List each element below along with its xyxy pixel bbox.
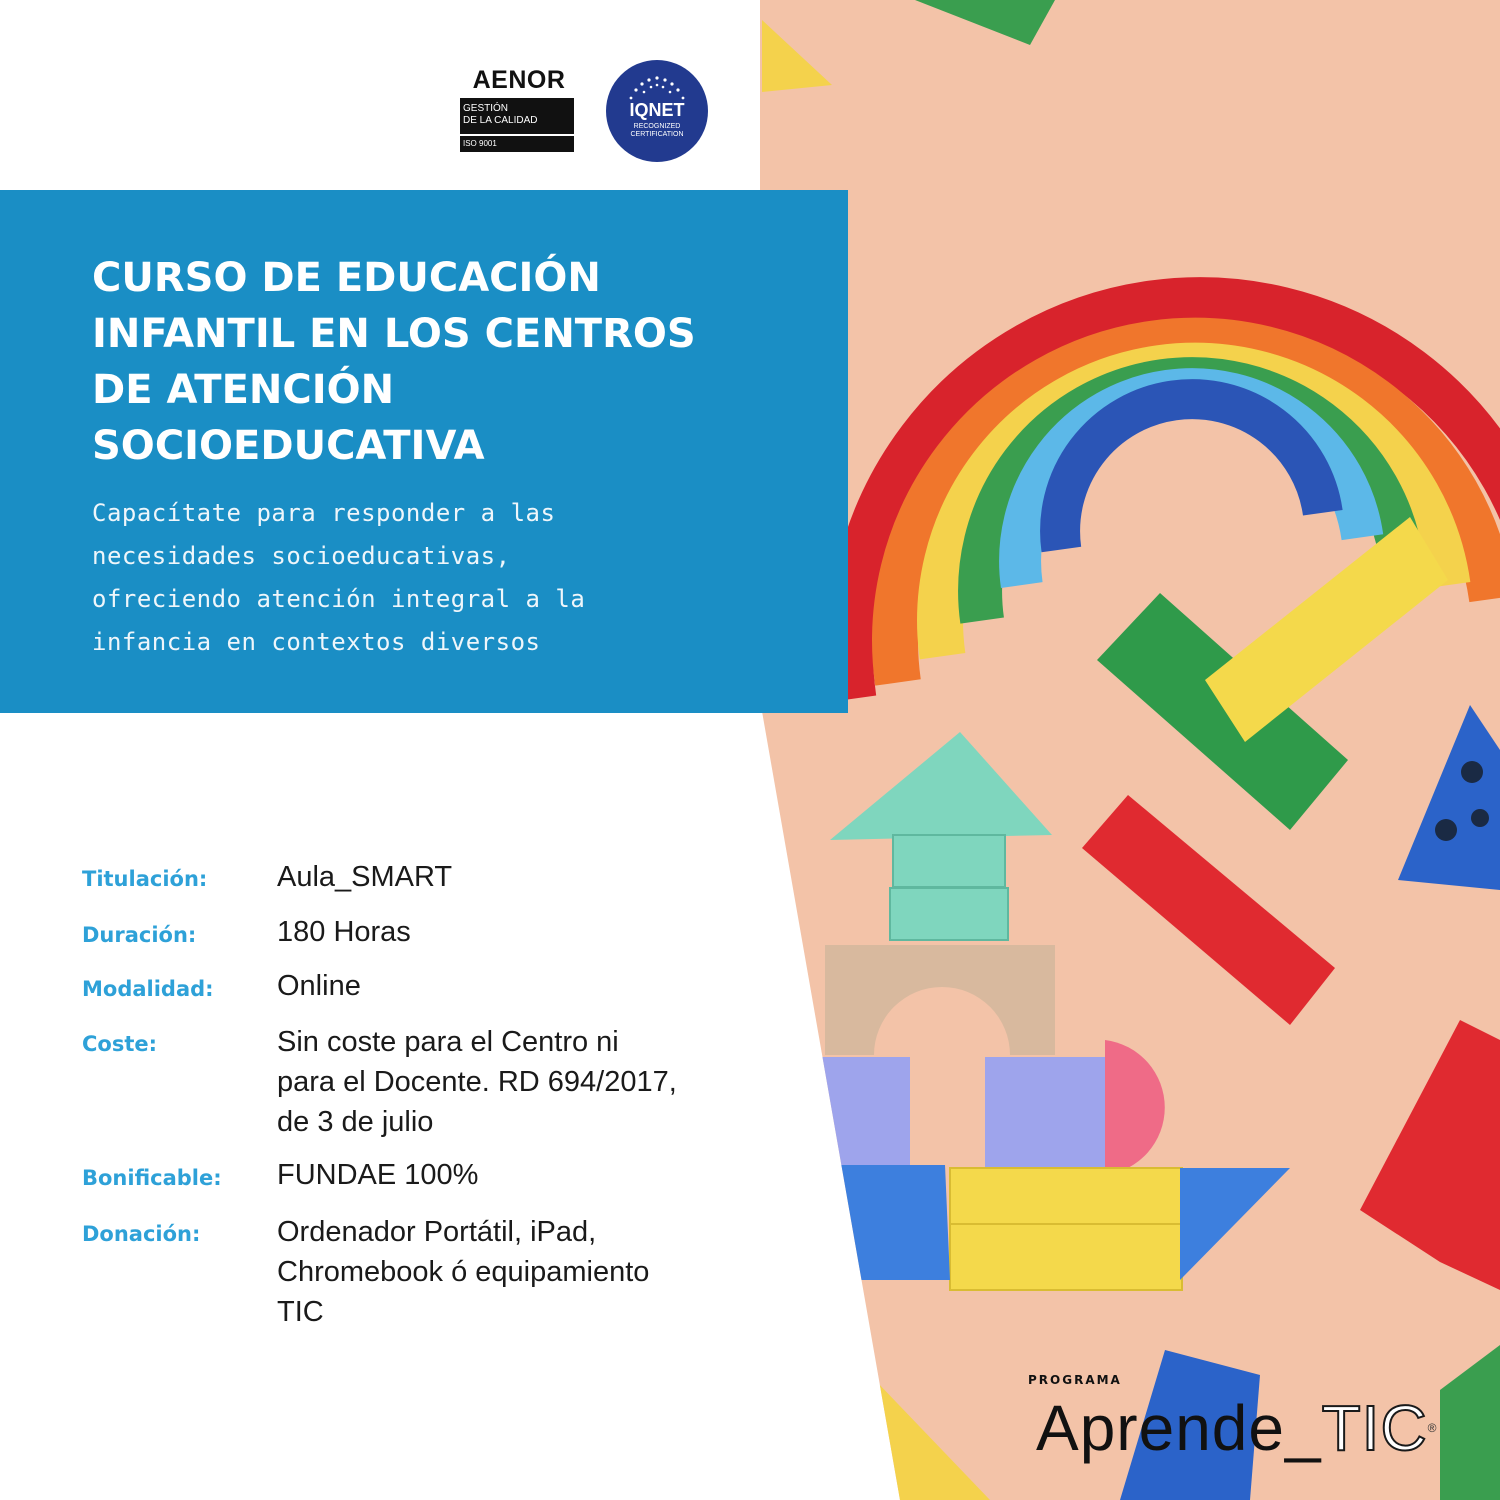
aenor-quality-box [460,98,574,134]
info-value-coste [277,1022,717,1142]
info-label-titulacion: Titulación: [82,867,208,891]
info-label-coste: Coste: [82,1032,158,1056]
registered-mark: ® [1427,1421,1438,1435]
course-title-line: CURSO DE EDUCACIÓN [92,255,601,301]
iqnet-subtitle [606,123,708,139]
info-value-line: Sin coste para el Centro ni [277,1026,619,1058]
info-value-line: 180 Horas [277,916,411,948]
info-value-line: para el Docente. RD 694/2017, [277,1066,677,1098]
info-value-duracion [277,912,717,952]
subtitle-line: necesidades socioeducativas, [92,542,511,570]
info-value-line: Chromebook ó equipamiento [277,1256,650,1288]
info-label-donacion: Donación: [82,1222,201,1246]
info-value-line: Ordenador Portátil, iPad, [277,1216,597,1248]
course-subtitle [92,492,652,664]
aenor-logo [460,66,578,160]
subtitle-line: Capacítate para responder a las [92,499,556,527]
info-value-bonificable [277,1155,717,1195]
subtitle-line: ofreciendo atención integral a la [92,585,586,613]
course-title-line: INFANTIL EN LOS CENTROS [92,311,696,357]
iqnet-wordmark: IQNET [629,100,685,120]
course-title-line: SOCIOEDUCATIVA [92,423,485,469]
info-value-titulacion [277,857,717,897]
iqnet-line: CERTIFICATION [630,131,684,138]
program-name-accent: TIC [1321,1392,1428,1464]
aenor-wordmark: AENOR [472,66,566,94]
iqnet-logo [606,60,708,162]
aenor-line: DE LA CALIDAD [463,115,538,126]
info-label-duracion: Duración: [82,923,197,947]
info-value-line: FUNDAE 100% [277,1159,479,1191]
info-value-line: Aula_SMART [277,861,453,893]
aprende-tic-logo [1036,1388,1438,1468]
aenor-line: GESTIÓN [463,103,509,114]
info-value-modalidad [277,966,717,1006]
aenor-iso-standard: ISO 9001 [460,136,574,152]
info-value-donacion [277,1212,717,1332]
course-title [92,250,772,474]
iqnet-line: RECOGNIZED [633,123,681,130]
course-title-line: DE ATENCIÓN [92,367,395,413]
info-value-line: de 3 de julio [277,1106,434,1138]
subtitle-line: infancia en contextos diversos [92,628,541,656]
program-name-main: Aprende_ [1036,1392,1322,1464]
info-value-line: Online [277,970,361,1002]
info-value-line: TIC [277,1296,324,1328]
info-label-bonificable: Bonificable: [82,1166,222,1190]
program-label: PROGRAMA [1028,1373,1122,1387]
info-label-modalidad: Modalidad: [82,977,214,1001]
